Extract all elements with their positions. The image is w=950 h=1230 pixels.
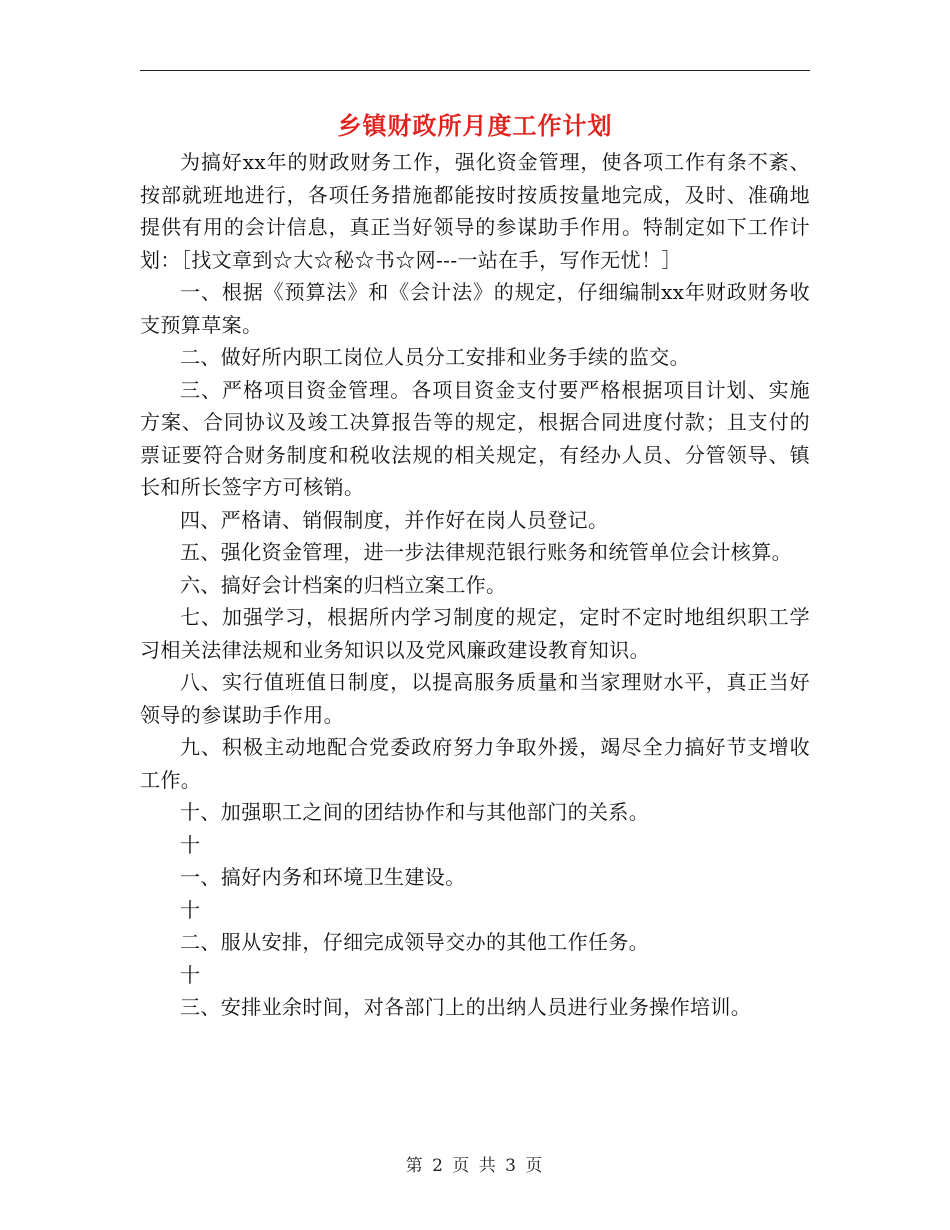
plan-item-2: 二、做好所内职工岗位人员分工安排和业务手续的监交。 — [180, 345, 690, 369]
header-rule — [140, 70, 810, 71]
plan-item-11: 一、搞好内务和环境卫生建设。 — [180, 865, 466, 889]
plan-item-5: 五、强化资金管理，进一步法律规范银行账务和统管单位会计核算。 — [180, 540, 792, 564]
document-title: 乡镇财政所月度工作计划 — [337, 111, 613, 140]
plan-item-8: 八、实行值班值日制度，以提高服务质量和当家理财水平，真正当好领导的参谋助手作用。 — [140, 670, 810, 727]
plan-item-12: 二、服从安排，仔细完成领导交办的其他工作任务。 — [180, 930, 650, 954]
plan-item-6: 六、搞好会计档案的归档立案工作。 — [180, 572, 507, 597]
page-number: 第 2 页 共 3 页 — [405, 1156, 545, 1176]
document-body — [140, 146, 810, 1024]
plan-item-13-prefix: 十 — [180, 962, 201, 987]
plan-item-7: 七、加强学习，根据所内学习制度的规定，定时不定时地组织职工学习相关法律法规和业务知识以及党风廉政建设教育知识。 — [140, 605, 810, 662]
plan-item-4: 四、严格请、销假制度，并作好在岗人员登记。 — [180, 507, 609, 532]
plan-item-13: 三、安排业余时间，对各部门上的出纳人员进行业务操作培训。 — [180, 995, 752, 1019]
plan-item-9: 九、积极主动地配合党委政府努力争取外援，竭尽全力搞好节支增收工作。 — [140, 735, 810, 792]
intro-paragraph: 为搞好xx年的财政财务工作，强化资金管理，使各项工作有条不紊、按部就班地进行，各项任务措施都能按时按质按量地完成，及时、准确地提供有用的会计信息，真正当好领导的参谋助手作用。特制定如下工作计划：［找文章到☆大☆秘☆书☆网---一站在手，写作无忧！］ — [140, 150, 810, 272]
plan-item-12-prefix: 十 — [180, 897, 201, 922]
plan-item-3: 三、严格项目资金管理。各项目资金支付要严格根据项目计划、实施方案、合同协议及竣工决算报告等的规定，根据合同进度付款；且支付的票证要符合财务制度和税收法规的相关规定，有经办人员、分管领导、镇长和所长签字方可核销。 — [140, 377, 810, 499]
plan-item-10: 十、加强职工之间的团结协作和与其他部门的关系。 — [180, 800, 650, 824]
plan-item-11-prefix: 十 — [180, 832, 201, 857]
plan-item-1: 一、根据《预算法》和《会计法》的规定，仔细编制xx年财政财务收支预算草案。 — [140, 280, 810, 337]
